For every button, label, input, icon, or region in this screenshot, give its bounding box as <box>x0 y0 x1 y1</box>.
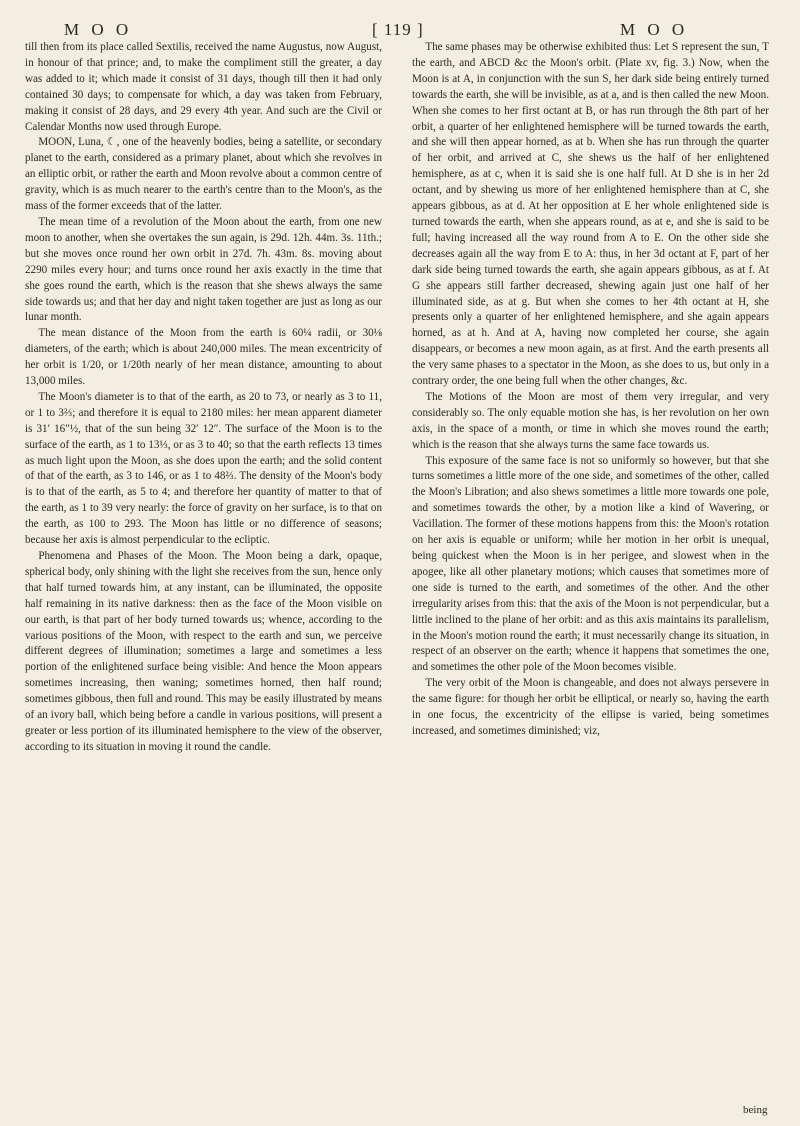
page-number: [ 119 ] <box>372 20 424 39</box>
paragraph: Phenomena and Phases of the Moon. The Moon being a dark, opaque, spherical body, only shining with the light she receives from the sun, hence only that half turned towards him, at any instant, can be illuminated, the opposite half remaining in its native darkness: then as the face of the Moon visible on our earth, is that part of her body turned towards us; whence, according to the various positions of the Moon, with respect to the earth and sun, we perceive different degrees of illumination; sometimes a large and sometimes a less portion of the enlightened surface being visible: And hence the Moon appears sometimes increasing, then waning; sometimes horned, then half round; sometimes gibbous, then full and round. This may be easily illustrated by means of an ivory ball, which being before a candle in various positions, will present a greater or less portion of its illuminated hemisphere to the view of the observer, according to its situation in moving it round the candle. <box>25 550 382 753</box>
paragraph: The same phases may be otherwise exhibited thus: Let S represent the sun, T the earth, and ABCD &c the Moon's orbit. (Plate xv, fig. 3.) Now, when the Moon is at A, in conjunction with the sun S, her dark side being entirely turned towards the earth, she will be invisible, as at a, and is then called the new Moon. When she comes to her first octant at B, or has run through the 8th part of her orbit, a quarter of her enlightened hemisphere will be turned towards the earth, and she will then appear horned, as at b. When she has run through the quarter of her orbit, and arrived at C, she shews us the half of her enlightened hemisphere, as at c, when it is said she is one half full. At D she is in her 2d octant, and by shewing us more of her enlightened hemisphere than at C, she appears gibbous, as at d. At her opposition at E her whole enlightened side is turned towards the earth, when she appears round, as at e, and she is said to be full; having increased all the way round from A to E. On the other side she decreases again all the way from E to A: thus, in her 3d octant at F, part of her dark side being turned towards the earth, she again appears gibbous, as at f. At G she appears still farther decreased, shewing again just one half of her illuminated side, as at g. But when she comes to her 4th octant at H, she presents only a quarter of her enlightened hemisphere, and she again appears horned, as at h. And at A, having now completed her course, she again disappears, or becomes a new moon again, as at first. And the earth presents all the very same phases to a spectator in the Moon, as she does to us, but only in a contrary order, the one being full when the other changes, &c. <box>412 41 769 388</box>
paragraph: till then from its place called Sextilis, received the name Augustus, now August, in honour of that prince; and, to make the compliment still the greater, a day was added to it; which made it consist of 31 days, though till then it had only contained 30 days; to compensate for which, a day was taken from February, making it consist of 28 days, and 29 every 4th year. And such are the Civil or Calendar Months now used through Europe. <box>25 41 382 133</box>
paragraph: This exposure of the same face is not so uniformly so however, but that she turns sometimes a little more of the one side, and sometimes of the other, called the Moon's Libration; and also shews sometimes a little more towards one pole, and sometimes towards the other, by a motion like a kind of Wavering, or Vacillation. The former of these motions happens from this: the Moon's rotation on her axis is equable or uniform; while her motion in her orbit is unequal, being quickest when the Moon is in her perigee, and slowest when in the apogee, like all other planetary motions; which causes that sometimes more of one side is turned to the earth, and sometimes of the other. And the other irregularity arises from this: that the axis of the Moon is not perpendicular, but a little inclined to the plane of her orbit: and as this axis maintains its parallelism, in the Moon's motion round the earth; it must necessarily change its situation, in respect of an observer on the earth; whence it happens that sometimes the one, and sometimes the other pole of the Moon becomes visible. <box>412 454 769 674</box>
running-head-left: M O O <box>64 20 133 39</box>
catchword: being <box>743 1104 768 1116</box>
paragraph: The mean time of a revolution of the Moon about the earth, from one new moon to another, when she overtakes the sun again, is 29d. 12h. 44m. 3s. 11th.; but she moves once round her own orbit in 27d. 7h. 43m. 8s. moving about 2290 miles every hour; and turns once round her axis exactly in the time that she goes round the earth, which is the reason that she shews always the same side towards us; and that her day and night taken together are just as long as our lunar month. <box>25 215 382 324</box>
paragraph: The Moon's diameter is to that of the earth, as 20 to 73, or nearly as 3 to 11, or 1 to 3⅔; and therefore it is equal to 2180 miles: her mean apparent diameter is 31′ 16″½, that of the sun being 32′ 12″. The surface of the Moon is to the surface of the earth, as 1 to 13⅓, or as 3 to 40; so that the earth reflects 13 times as much light upon the Moon, as she does upon the earth; and the solid content of that of the earth, as 3 to 146, or as 1 to 48⅔. The density of the Moon's body is to that of the earth, as 5 to 4; and therefore her quantity of matter to that of the earth, as 1 to 39 very nearly: the force of gravity on her surface, is to that on the earth, as 100 to 293. The Moon has little or no difference of seasons; because her axis is almost perpendicular to the ecliptic. <box>25 390 382 547</box>
paragraph: MOON, Luna, ☾, one of the heavenly bodies, being a satellite, or secondary planet to the earth, considered as a primary planet, about which she revolves in an elliptic orbit, or rather the earth and Moon revolve about a common centre of gravity, which is as much nearer to the earth's centre than to the Moon's, as the mass of the former exceeds that of the latter. <box>25 136 382 213</box>
page-header <box>0 8 800 42</box>
paragraph: The mean distance of the Moon from the earth is 60¼ radii, or 30⅛ diameters, of the earth; which is about 240,000 miles. The mean excentricity of her orbit is 1/20, or 1/20th nearly of her mean distance, amounting to about 13,000 miles. <box>25 327 382 388</box>
left-column <box>25 40 382 756</box>
paragraph: The Motions of the Moon are most of them very irregular, and very considerably so. The only equable motion she has, is her revolution on her own axis, in the space of a month, or time in which she moves round the earth; which is the reason that she always turns the same face towards us. <box>412 390 769 451</box>
running-head-right: M O O <box>620 20 689 39</box>
right-column <box>412 40 769 740</box>
paragraph: The very orbit of the Moon is changeable, and does not always persevere in the same figure: for though her orbit be elliptical, or nearly so, having the earth in one focus, the excentricity of the ellipse is varied, being sometimes increased, and sometimes diminished; viz, <box>412 677 769 737</box>
